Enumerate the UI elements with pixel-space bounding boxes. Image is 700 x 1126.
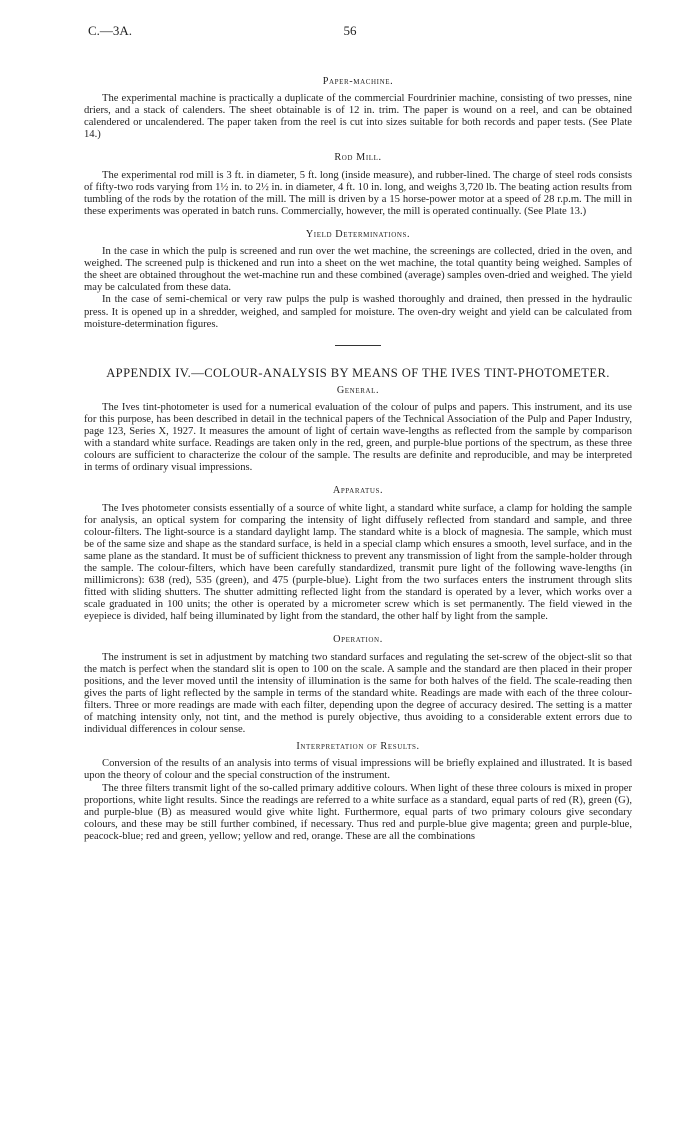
appendix-title: APPENDIX IV.—COLOUR-ANALYSIS BY MEANS OF THE IVES TINT-PHOTOMETER. bbox=[106, 365, 610, 380]
section-operation bbox=[84, 634, 632, 736]
paragraph: The experimental rod mill is 3 ft. in diameter, 5 ft. long (inside measure), and rubber-lined. The charge of steel rods consists of fifty-two rods varying from 1½ in. to 2½ in. in diameter, 4 ft. 10 in. long, and weighs 3,720 lb. The beating action results from tumbling of the rods by the rotation of the mill. The mill is driven by a 15 horse-power motor at a speed of 28 r.p.m. The mill in these experiments was operated in batch runs. Commercially, however, the mill is operated continually. (See Plate 13.) bbox=[84, 169, 632, 217]
section-apparatus bbox=[84, 485, 632, 623]
page-body bbox=[84, 76, 632, 854]
section-paper-machine bbox=[84, 76, 632, 141]
page-number: 56 bbox=[343, 23, 357, 38]
paragraph: The three filters transmit light of the so-called primary additive colours. When light of these three colours is mixed in proper proportions, white light results. Since the readings are referred to a white surface as a standard, equal parts of red (R), green (G), and purple-blue (B) as measured would give white light. Furthermore, equal parts of two primary colours give secondary colours, and these may be still further combined, if necessary. Thus red and purple-blue give magenta; green and purple-blue, peacock-blue; red and green, yellow; yellow and red, orange. These are all the combinations bbox=[84, 782, 632, 842]
section-heading: General. bbox=[336, 384, 380, 396]
section-heading: Apparatus. bbox=[332, 485, 384, 497]
paragraph: In the case of semi-chemical or very raw pulps the pulp is washed thoroughly and drained, then pressed in the hydraulic press. It is opened up in a shredder, weighed, and sampled for moisture. The oven-dry weight and yield can be calculated from moisture-determination figures. bbox=[84, 294, 632, 330]
section-heading: Yield Determinations. bbox=[305, 228, 411, 240]
paragraph: The experimental machine is practically a duplicate of the commercial Fourdrinier machine, consisting of two presses, nine driers, and a stack of calenders. The sheet obtainable is of 12 in. trim. The paper is wound on a reel, and can be obtained calendered or uncalendered. The paper taken from the reel is cut into sizes suitable for both records and paper tests. (See Plate 14.) bbox=[84, 93, 632, 141]
paragraph: The Ives photometer consists essentially of a source of white light, a standard white surface, a clamp for holding the sample for analysis, an optical system for comparing the intensity of light diffusely reflected from standard and sample, and three colour-filters. The light-source is a standard daylight lamp. The standard white is a block of magnesia. The sample, which must be of the same size and shape as the standard surface, is held in a special clamp which ensures a smooth, level surface, and in the same plane as the standard. It must be of sufficient thickness to prevent any transmission of light from the sample-holder through the sample. The colour-filters, which have been carefully standardized, transmit pure light of the following wave-lengths (in millimicrons): 638 (red), 535 (green), and 475 (purple-blue). Light from the two surfaces enters the instrument through slits fitted with sliding shutters. The shutter admitting reflected light from the standard is operated by a lever, which works over a scale graduated in 100 units; the other is operated by a micrometer screw which is set permanently. The field viewed in the eyepiece is divided, half being illuminated by light from the standard, the other half by light from the sample. bbox=[84, 502, 632, 623]
section-rod-mill bbox=[84, 152, 632, 217]
section-interpretation bbox=[84, 741, 632, 843]
paragraph: The instrument is set in adjustment by matching two standard surfaces and regulating the set-screw of the object-slit so that the match is perfect when the standard slit is open to 100 on the scale. A sample and the standard are then placed in their proper positions, and the lever moved until the intensity of illumination is the same for both halves of the field. The scale-reading then gives the parts of light reflected by the sample in terms of the standard white. Readings are made with each of the three colour-filters. Three or more readings are made with each filter, depending upon the degree of accuracy desired. The setting is a matter of matching intensity only, not tint, and the method is purely objective, thus avoiding to a considerable extent errors due to individual differences in colour sense. bbox=[84, 651, 632, 736]
section-heading: Interpretation of Results. bbox=[296, 741, 420, 753]
section-heading: Rod Mill. bbox=[334, 152, 382, 164]
section-heading: Operation. bbox=[333, 634, 383, 646]
paragraph: In the case in which the pulp is screened and run over the wet machine, the screenings are collected, dried in the oven, and weighed. The screened pulp is thickened and run into a sheet on the wet machine, the total quantity being weighed. Samples of the sheet are obtained throughout the wet-machine run and these combined (average) samples oven-dried and weighed. The yield may be calculated from these data. bbox=[84, 246, 632, 294]
section-yield-determinations bbox=[84, 229, 632, 331]
paragraph: The Ives tint-photometer is used for a numerical evaluation of the colour of pulps and papers. This instrument, and its use for this purpose, has been described in detail in the technical papers of the Technical Association of the Pulp and Paper Industry, page 123, Series X, 1927. It measures the amount of light of certain wave-lengths as reflected from the sample by comparison with a standard white surface. Readings are taken only in the red, green, and purple-blue portions of the spectrum, as these three colours are sufficient to characterize the colour of the sample. The results are definite and reproducible, and may be interpreted in terms of ordinary visual impressions. bbox=[84, 401, 632, 474]
document-reference: C.—3A. bbox=[88, 23, 133, 38]
section-general bbox=[84, 385, 632, 475]
page-header bbox=[0, 23, 700, 43]
section-heading: Paper-machine. bbox=[322, 76, 394, 87]
paragraph: Conversion of the results of an analysis into terms of visual impressions will be briefly explained and illustrated. It is based upon the theory of colour and the special construction of the instrument. bbox=[84, 758, 632, 782]
section-divider bbox=[335, 345, 381, 346]
